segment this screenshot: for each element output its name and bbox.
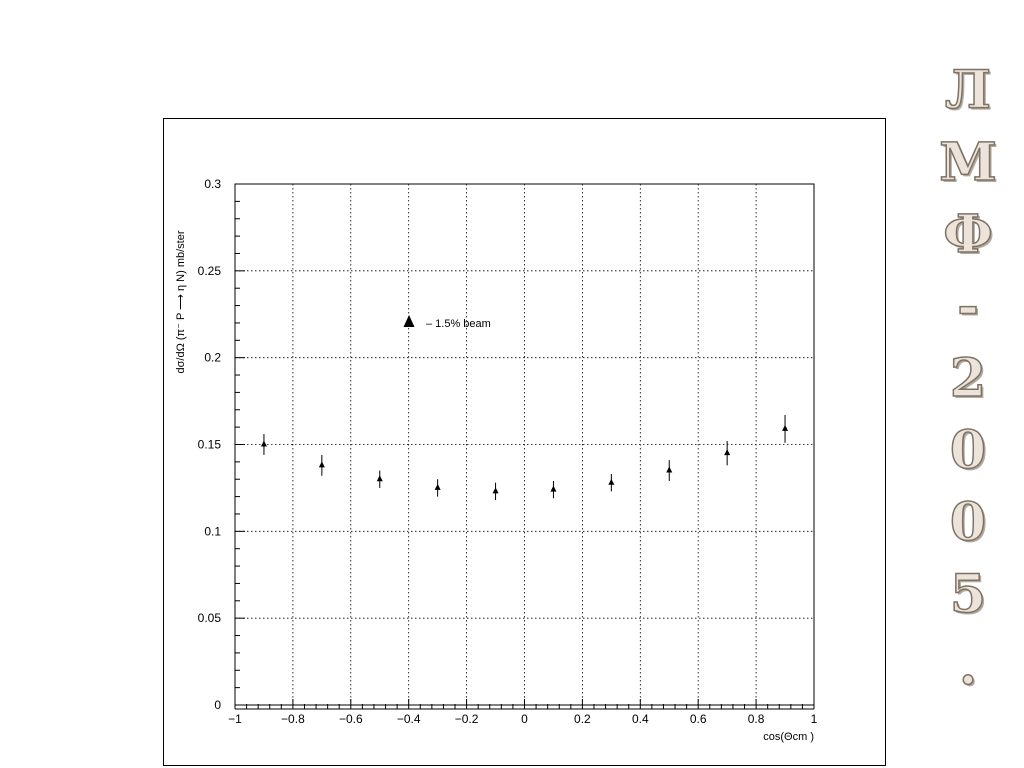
side-title: [930, 55, 1006, 703]
x-tick-label: −0.6: [338, 712, 363, 726]
data-point: [493, 487, 499, 493]
y-axis-label: dσ/dΩ (π⁻ P ⟶ η N) mb/ster: [175, 230, 187, 374]
data-point: [550, 486, 556, 492]
x-tick-label: −0.2: [454, 712, 479, 726]
x-axis-label: cos(Θcm ): [763, 731, 814, 743]
data-point: [319, 461, 325, 467]
chart-frame: [163, 118, 886, 766]
data-point: [261, 441, 267, 447]
x-tick-label: 0.8: [747, 712, 765, 726]
x-tick-label: 0: [521, 712, 528, 726]
data-point: [608, 479, 614, 485]
data-point: [377, 475, 383, 481]
y-tick-label: 0.2: [204, 350, 221, 365]
side-title-char: 2: [949, 348, 987, 409]
y-tick-label: 0: [214, 698, 221, 712]
y-tick-label: 0.05: [197, 611, 221, 626]
x-tick-label: −0.4: [396, 712, 421, 726]
y-tick-label: 0.3: [204, 177, 221, 191]
x-tick-label: 0.2: [574, 712, 591, 726]
side-title-char: 0: [949, 492, 987, 553]
y-tick-label: 0.15: [197, 437, 221, 452]
legend: [404, 315, 491, 330]
legend-label: – 1.5% beam: [426, 318, 491, 330]
x-tick-label: −0.8: [281, 712, 305, 726]
cross-section-chart: [164, 119, 885, 765]
side-title-char: М: [939, 132, 997, 193]
y-tick-label: 0.25: [197, 263, 221, 278]
legend-marker: [404, 315, 415, 327]
side-title-char: Ф: [943, 204, 993, 265]
data-point: [724, 449, 730, 455]
x-tick-label: 0.4: [631, 712, 649, 726]
side-title-char: 0: [949, 420, 987, 481]
side-title-char: Л: [945, 60, 991, 121]
x-tick-label: 0.6: [689, 712, 707, 726]
y-tick-labels: [198, 177, 222, 712]
y-tick-label: 0.1: [204, 524, 221, 539]
data-point: [782, 425, 788, 431]
data-point: [666, 467, 672, 473]
data-point: [435, 484, 441, 490]
x-tick-labels: [228, 712, 818, 726]
side-title-char: .: [958, 636, 978, 697]
side-title-char: -: [957, 276, 979, 337]
x-tick-label: 1: [810, 712, 818, 726]
side-title-char: 5: [949, 564, 987, 625]
x-tick-label: −1: [228, 712, 242, 726]
data-points: [261, 415, 788, 500]
